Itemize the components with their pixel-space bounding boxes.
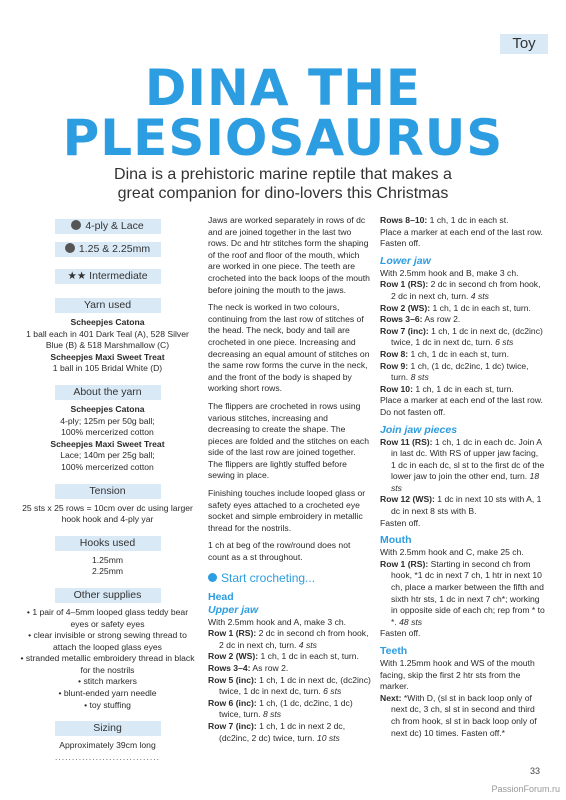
about1-name: Scheepjes Catona <box>70 403 145 414</box>
instruction: Fasten off. <box>380 238 421 249</box>
instruction-row: Row 6 (inc): 1 ch, (1 dc, dc2inc, 1 dc) twice, turn. 8 sts <box>208 697 353 720</box>
intro-paragraph: The neck is worked in two colours, continuing from the last row of stitches of the head. The neck, body and tail are crocheted in one piece. Increasing and decreasing an equal amount of stitches on the same row forms the curve in the neck, and the front of the body is shaped by working short rows. <box>208 302 370 394</box>
divider-dots: ............................... <box>54 751 161 762</box>
start-heading <box>208 570 371 586</box>
instruction: With 2.5mm hook and B, make 3 ch. <box>380 267 519 278</box>
tension-text: 25 sts x 25 rows = 10cm over dc using larger hook hook and 4-ply yar <box>22 502 193 525</box>
info-sidebar <box>20 215 195 763</box>
about2-line1: Lace; 140m per 25g ball; <box>60 450 155 461</box>
supply-item: • stitch markers <box>78 676 137 687</box>
instruction-row: Row 1 (RS): Starting in second ch from hook, *1 dc in next 7 ch, 1 htr in next 10 ch, place a marker between the fifth and sixth htr sts, 1 dc in next 7 ch*; working in opposite side of each ch; rep from * to *. 48 sts <box>380 558 545 627</box>
intro-paragraph: The flippers are crocheted in rows using various stitches, increasing and decreasing to create the shape. The pieces are folded and the stitches on each side of the last row are joined together. The flippers are lightly stuffed before sewing in place. <box>208 400 370 481</box>
start-label: Start crocheting... <box>221 570 316 585</box>
instruction: Do not fasten off. <box>380 406 446 417</box>
supply-item: • toy stuffing <box>84 699 131 710</box>
instruction: With 2.5mm hook and C, make 25 ch. <box>380 547 524 558</box>
instruction: Fasten off. <box>380 517 421 528</box>
yarn-heading: Yarn used <box>55 298 161 313</box>
instruction-row: Row 1 (RS): 2 dc in second ch from hook, 2 dc in next ch, turn. 4 sts <box>380 279 541 301</box>
hook-icon <box>65 243 75 253</box>
instruction: With 1.25mm hook and WS of the mouth facing, skip the first 2 htr sts from the marker. <box>380 658 535 692</box>
weight-badge <box>55 219 161 234</box>
bullet-icon <box>208 573 217 582</box>
instruction-row: Rows 3–4: As row 2. <box>208 663 289 673</box>
head-heading: Head <box>208 590 234 603</box>
hook-badge <box>55 242 161 257</box>
page-number: 33 <box>529 766 540 776</box>
instruction-row: Next: *With D, (sl st in back loop only of next dc, 3 ch, sl st in second and third ch from hook, sl st in back loop only of next dc) 10 times. Fasten off.* <box>380 692 537 738</box>
instruction-row: Rows 8–10: 1 ch, 1 dc in each st. <box>380 215 509 225</box>
instruction-row: Row 7 (inc): 1 ch, 1 dc in next 2 dc, (dc2inc, 2 dc) twice, turn. 10 sts <box>208 720 346 743</box>
watermark: PassionForum.ru <box>491 784 560 794</box>
about2-name: Scheepjes Maxi Sweet Treat <box>50 438 165 449</box>
supply-item: • blunt-ended yarn needle <box>58 688 157 699</box>
supply-item: • clear invisible or strong sewing thread to attach the looped glass eyes <box>28 630 187 652</box>
about-heading: About the yarn <box>55 385 161 400</box>
instruction-row: Rows 3–6: As row 2. <box>380 314 461 325</box>
sizing-text: Approximately 39cm long <box>59 740 156 751</box>
instruction: Place a marker at each end of the last row. <box>380 395 543 406</box>
intro-paragraph: 1 ch at beg of the row/round does not count as a st throughout. <box>208 540 351 563</box>
instruction-row: Row 10: 1 ch, 1 dc in each st, turn. <box>380 383 514 394</box>
subtitle-line-1: Dina is a prehistoric marine reptile that makes a <box>114 166 452 183</box>
instruction-row: Row 11 (RS): 1 ch, 1 dc in each dc. Join A in last dc. With RS of upper jaw facing, 1 dc in each dc, sl st to the first dc of the lower jaw to join the other end, turn. 18 sts <box>380 436 545 493</box>
instruction-row: Row 9: 1 ch, (1 dc, dc2inc, 1 dc) twice, turn. 8 sts <box>380 360 529 383</box>
column-3 <box>380 215 545 739</box>
instruction-row: Row 7 (inc): 1 ch, 1 dc in next dc, (dc2inc) twice, 1 dc in next dc, turn. 6 sts <box>380 325 543 348</box>
hooks-heading: Hooks used <box>55 536 161 551</box>
teeth-heading: Teeth <box>380 645 408 657</box>
about1-line2: 100% mercerized cotton <box>61 427 154 438</box>
about1-line1: 4-ply; 125m per 50g ball; <box>60 415 155 426</box>
instruction-row: Row 2 (WS): 1 ch, 1 dc in each st, turn. <box>380 302 531 313</box>
instruction: With 2.5mm hook and A, make 3 ch. <box>208 616 347 627</box>
yarn2-name: Scheepjes Maxi Sweet Treat <box>50 351 165 362</box>
instruction-row: Row 1 (RS): 2 dc in second ch from hook, 2 dc in next ch, turn. 4 sts <box>208 628 369 650</box>
join-jaw-heading: Join jaw pieces <box>380 423 458 436</box>
upper-jaw-heading: Upper jaw <box>208 603 259 616</box>
instruction-row: Row 12 (WS): 1 dc in next 10 sts with A, 1 dc in next 8 sts with B. <box>380 494 542 517</box>
instruction-row: Row 2 (WS): 1 ch, 1 dc in each st, turn. <box>208 651 359 662</box>
instruction: Place a marker at each end of the last row. <box>380 226 543 237</box>
yarn1-name: Scheepjes Catona <box>70 317 145 327</box>
about2-line2: 100% mercerized cotton <box>61 461 154 472</box>
column-2 <box>208 215 371 744</box>
instruction-row: Row 8: 1 ch, 1 dc in each st, turn. <box>380 348 509 359</box>
supply-item: • stranded metallic embroidery thread in black for the nostrils <box>20 653 195 675</box>
instruction: Fasten off. <box>380 628 421 639</box>
yarn1-detail: 1 ball each in 401 Dark Teal (A), 528 Silver Blue (B) & 518 Marshmallow (C) <box>26 328 189 351</box>
subtitle-line-2: great companion for dino-lovers this Christmas <box>117 185 449 202</box>
yarn-ball-icon <box>71 220 81 230</box>
hook-label: 1.25 & 2.25mm <box>78 243 151 255</box>
supplies-heading: Other supplies <box>55 588 161 603</box>
section-tag: Toy <box>500 34 548 54</box>
hook1: 1.25mm <box>91 554 124 565</box>
intro-paragraph: Finishing touches include looped glass or safety eyes attached to a crocheted eye socket and simple embroidery in metallic thread for the nostrils. <box>208 488 366 533</box>
level-badge: ★★ Intermediate <box>55 269 161 284</box>
title-line-1: DINA THE <box>144 59 422 117</box>
sizing-heading: Sizing <box>55 721 161 736</box>
tension-heading: Tension <box>55 484 161 499</box>
title-line-2: PLESIOSAURUS <box>62 109 504 167</box>
yarn2-detail: 1 ball in 105 Bridal White (D) <box>52 363 163 374</box>
lower-jaw-heading: Lower jaw <box>380 254 431 267</box>
subtitle <box>40 165 526 203</box>
instruction-row: Row 5 (inc): 1 ch, 1 dc in next dc, (dc2inc) twice, 1 dc in next dc, turn. 6 sts <box>208 674 371 697</box>
hook2: 2.25mm <box>91 566 124 577</box>
supply-item: • 1 pair of 4–5mm looped glass teddy bear eyes or safety eyes <box>26 606 189 629</box>
intro-paragraph: Jaws are worked separately in rows of dc and are joined together in the last two rows. Dc and htr stitches form the shaping of the roof and floor of the mouth, which are worked in one piece. The teeth are crocheted into the back loops of the mouth before joining the mouth to the jaws. <box>208 215 370 295</box>
mouth-heading: Mouth <box>380 534 412 547</box>
weight-label: 4-ply & Lace <box>85 220 144 232</box>
